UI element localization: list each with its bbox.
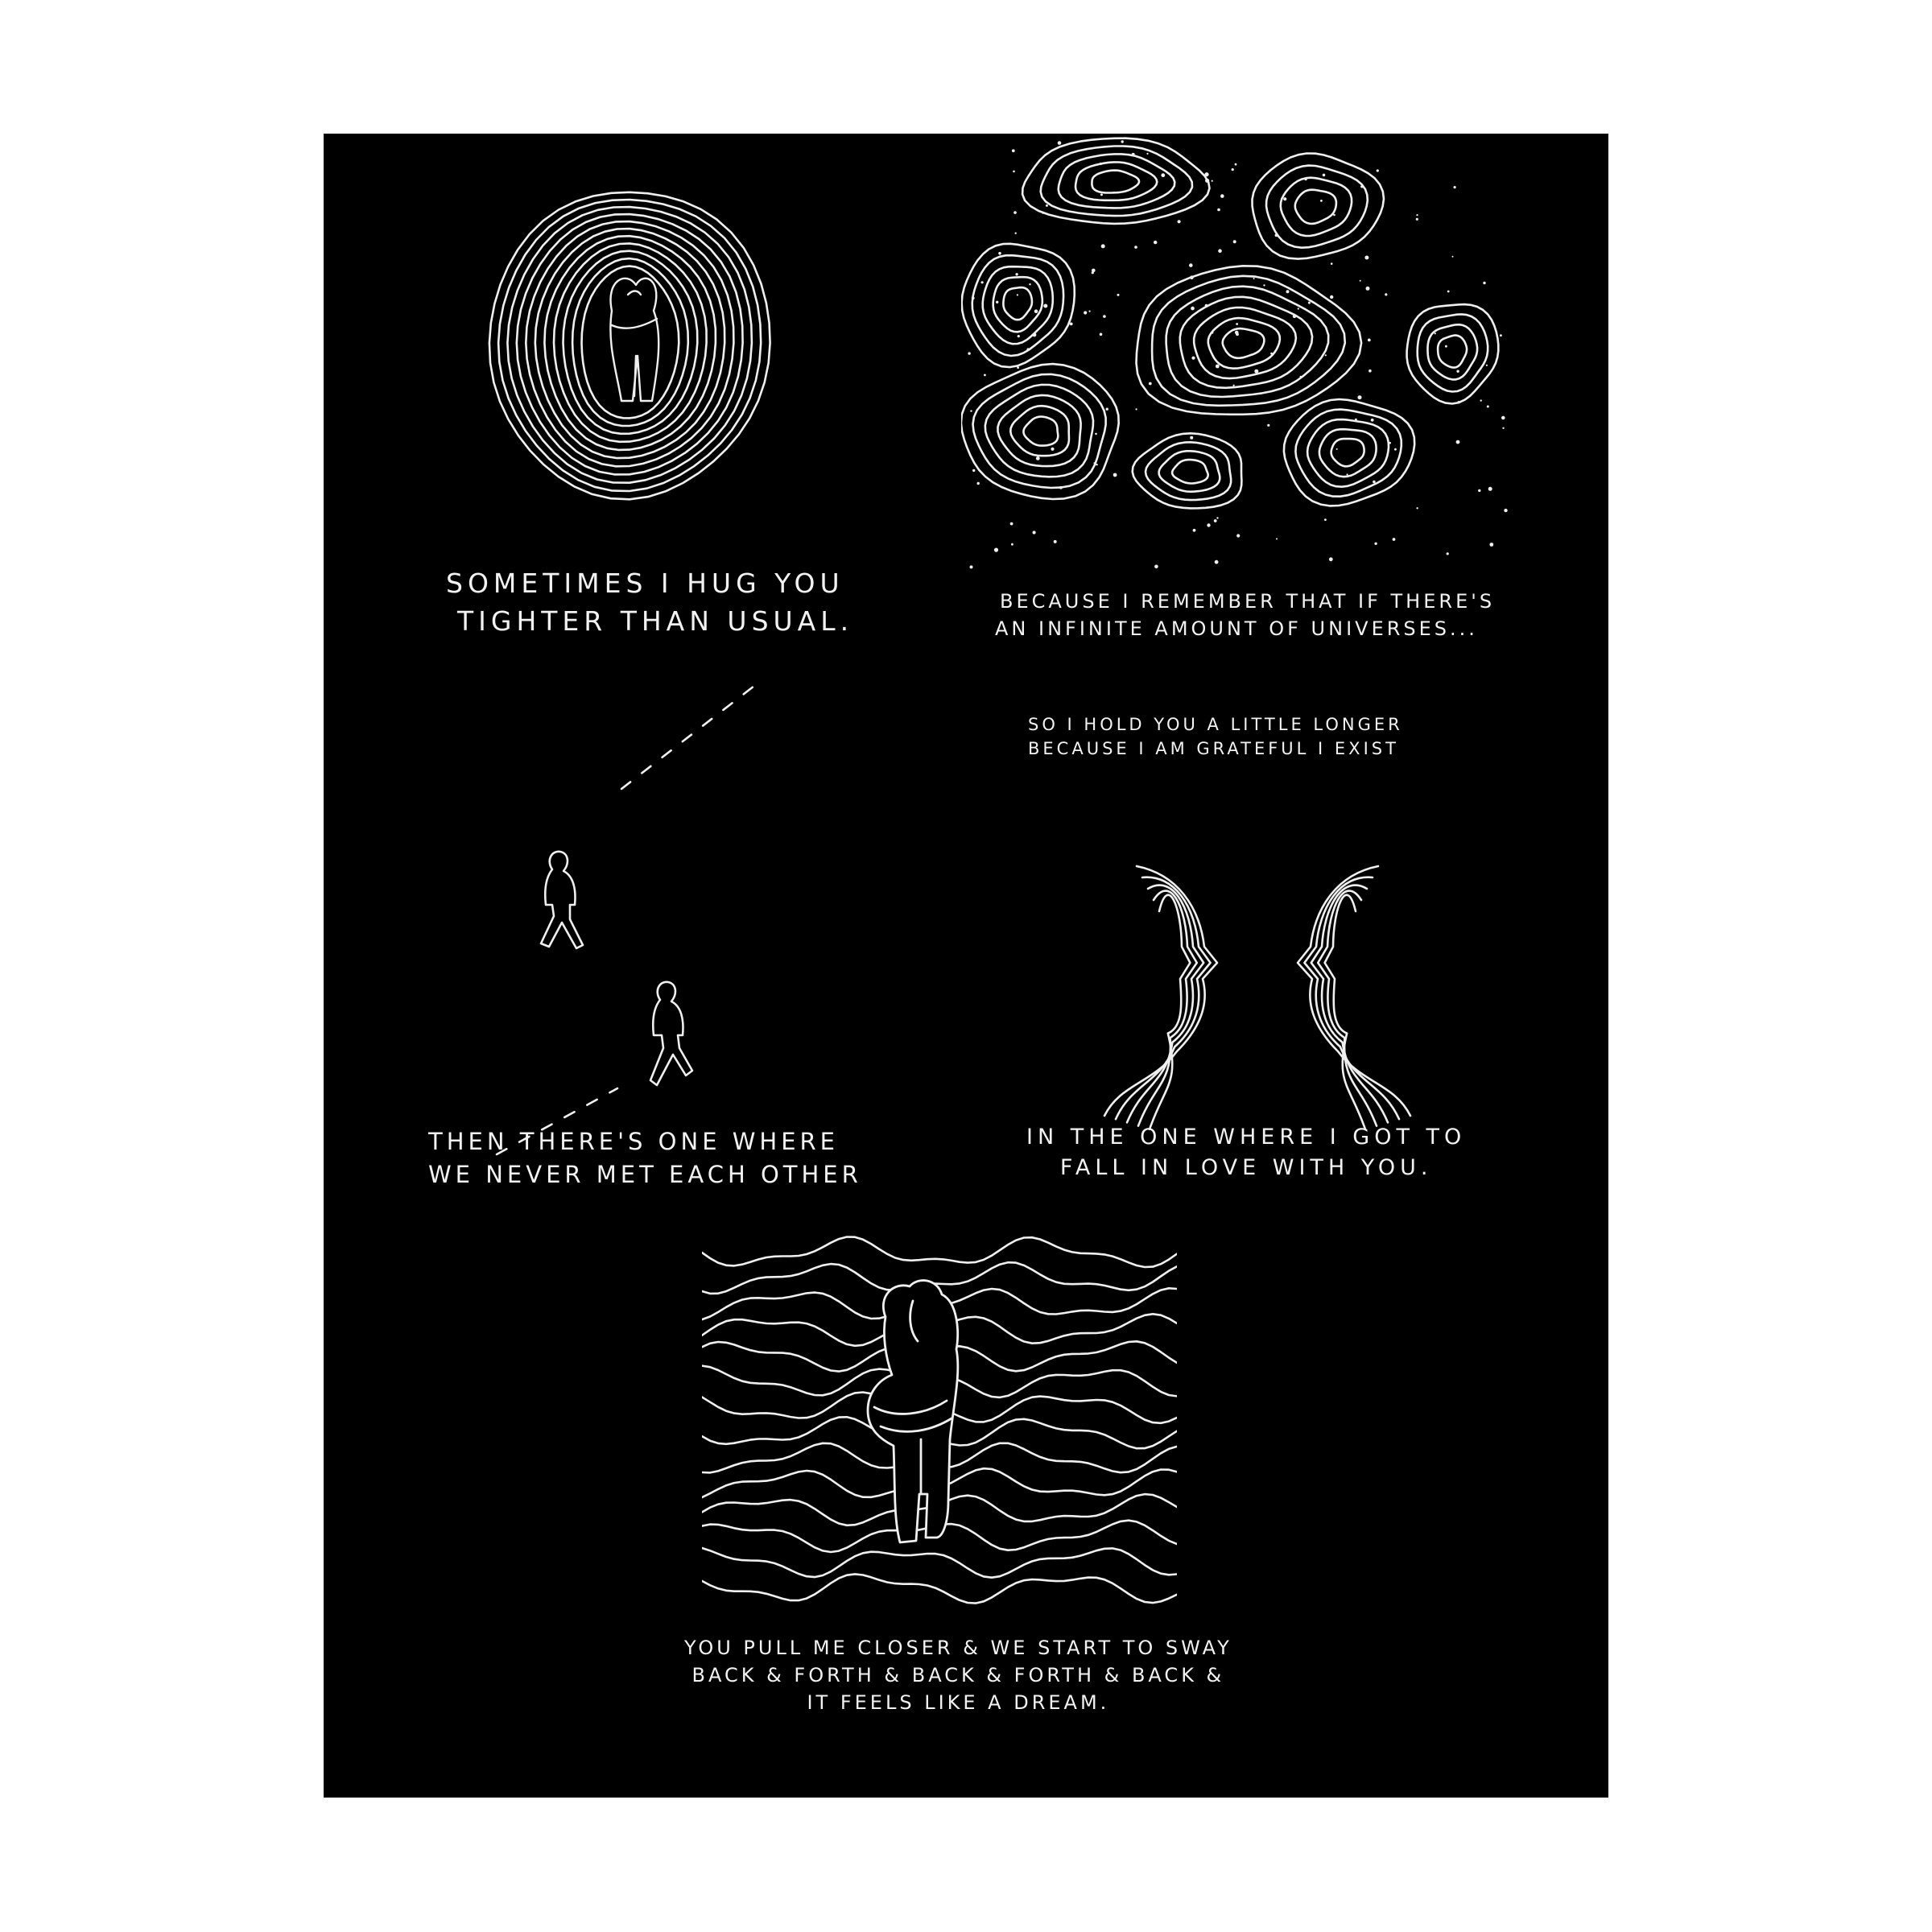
star-dot [1205,304,1208,308]
wave-line [702,1548,1177,1578]
star-dot [1034,309,1038,313]
star-dot [1500,334,1502,336]
star-dot [1113,473,1117,477]
contour-line [1092,171,1139,193]
contour-line [1159,451,1220,492]
caption-hold-line-1: SO I HOLD YOU A LITTLE LONGER [1028,715,1403,734]
comic-panel [324,134,1608,1798]
star-dot [1489,543,1493,547]
star-dot [1084,311,1087,314]
star-dot [1178,220,1181,223]
star-dot [1013,211,1017,214]
star-dot [1236,534,1240,537]
star-dot [1502,427,1504,429]
star-dot [1300,376,1302,378]
wave-line [702,1237,1177,1268]
star-dot [1117,294,1120,296]
star-dot [1253,278,1255,279]
star-dot [1263,284,1265,286]
star-dot [1036,456,1040,460]
contour-line [1133,433,1242,508]
swaying-couple-illustration [702,1228,1177,1623]
star-dot [1018,335,1020,337]
contour-line [962,244,1075,367]
caption-universes-line-2: AN INFINITE AMOUNT OF UNIVERSES... [995,617,1478,641]
star-dot [1275,233,1278,237]
contour-line [1022,138,1209,224]
contour-line [1253,154,1385,259]
star-dot [1121,140,1124,142]
star-dot [1360,280,1361,282]
star-dot [1305,178,1307,180]
star-dot [970,410,972,411]
star-dot [1232,385,1234,386]
star-dot [1012,149,1015,152]
caption-hold-line-2: BECAUSE I AM GRATEFUL I EXIST [1028,738,1399,758]
star-dot [1100,163,1102,165]
contour-line [1023,417,1058,446]
star-dot [1336,448,1338,450]
star-dot [1235,163,1237,166]
star-dot [1191,357,1195,360]
star-dot [972,469,975,472]
contour-line [993,277,1042,332]
ring-line [564,251,698,434]
star-dot [1308,302,1311,304]
star-dot [1070,323,1073,326]
star-dot [1324,518,1327,521]
star-dot [1051,448,1054,451]
wave-line [702,1574,1177,1603]
star-dot [1456,370,1459,373]
star-dot [1389,442,1391,444]
embracing-couple-figure [868,1281,958,1542]
star-dot [1046,204,1048,207]
two-faces-illustration [1088,842,1426,1245]
star-dot [1355,419,1357,421]
walking-figure-right [650,982,692,1085]
star-dot [1323,174,1326,177]
star-dot [1010,522,1013,526]
star-dot [1374,543,1377,545]
star-dot [1486,365,1488,366]
star-dot [1445,345,1447,348]
star-dot [1207,523,1210,526]
walking-figure-left [541,852,583,948]
star-dot [1154,565,1158,569]
star-dot [1215,560,1219,564]
star-dot [1501,416,1505,420]
star-dot [1042,213,1044,214]
star-dot [1136,408,1137,410]
concentric-rings-illustration [485,190,774,512]
star-dot [1013,171,1015,173]
star-dot [1190,275,1194,279]
star-dot [1320,200,1323,202]
star-dot [1236,323,1238,325]
contour-line [1281,178,1352,236]
star-dot [1298,308,1299,309]
star-dot [977,482,980,485]
ring-line [582,266,679,419]
right-face-line [1311,886,1388,1123]
caption-universes [995,588,1495,642]
hugging-couple-figure [610,279,658,401]
caption-universes-line-1: BECAUSE I REMEMBER THAT IF THERE'S [1000,590,1496,613]
star-dot [1487,406,1489,408]
ring-line [489,192,770,500]
star-dot [1100,193,1103,196]
star-dot [1059,486,1063,489]
star-dot [1103,315,1106,318]
star-dot [981,281,984,283]
star-dot [996,301,998,303]
star-dot [1026,348,1029,350]
star-dot [1096,464,1097,465]
caption-hug-line-1: SOMETIMES I HUG YOU [446,568,844,599]
contour-line [1295,410,1401,497]
left-face-line [1127,886,1203,1123]
star-dot [1286,290,1290,293]
contour-line [1331,439,1364,466]
star-dot [1371,419,1374,422]
star-dot [1454,186,1456,188]
star-dot [1134,246,1137,249]
star-dot [1483,282,1485,284]
star-dot [1331,262,1333,265]
star-dot [1488,487,1492,491]
star-dot [1267,424,1269,427]
star-dot [1458,401,1460,403]
caption-love-line-1: IN THE ONE WHERE I GOT TO [1026,1125,1467,1150]
caption-sway-line-3: IT FEELS LIKE A DREAM. [807,1691,1110,1715]
star-dot [1293,315,1296,318]
star-dot [1089,311,1091,312]
star-dot [1456,440,1460,444]
star-dot [1368,339,1371,342]
star-dot [1217,208,1220,212]
star-dot [1373,481,1376,484]
star-dot [1377,169,1379,171]
dashed-path-upper [621,686,754,789]
star-dot [1029,283,1030,285]
contour-line [1284,399,1414,506]
caption-never-met-line-2: WE NEVER MET EACH OTHER [428,1161,862,1189]
contour-line [1075,162,1157,200]
star-dot [1333,214,1335,217]
star-dot [1189,263,1193,267]
caption-sway-line-2: BACK & FORTH & BACK & FORTH & BACK & [691,1664,1225,1687]
caption-sway [684,1634,1232,1716]
star-dot [1015,233,1017,234]
star-dot [1017,366,1019,369]
star-dot [1416,218,1418,221]
star-dot [1447,552,1449,555]
contour-line [972,255,1063,356]
star-dot [1149,382,1152,386]
star-dot [1358,395,1362,399]
star-dot [1232,168,1234,171]
star-dot [1054,540,1057,543]
star-dot [1329,557,1333,561]
caption-love-line-2: FALL IN LOVE WITH YOU. [1059,1155,1433,1181]
star-dot [1480,399,1482,401]
caption-never-met-line-1: THEN THERE'S ONE WHERE [428,1128,840,1155]
star-dot [1190,436,1193,440]
contour-line [1003,287,1032,320]
star-dot [1347,473,1348,475]
star-dot [1218,249,1222,253]
star-dot [1094,462,1096,464]
star-dot [1212,332,1214,334]
star-dot [1435,332,1436,334]
star-dot [1364,256,1368,260]
star-dot [998,252,1001,255]
star-dot [994,548,998,552]
star-dot [1366,287,1370,291]
caption-sway-line-1: YOU PULL ME CLOSER & WE START TO SWAY [684,1637,1232,1659]
star-dot [1092,271,1094,274]
star-dot [1017,294,1018,295]
star-dot [1161,173,1165,177]
contour-line [1010,406,1069,456]
star-dot [1212,180,1213,182]
contour-line [1041,147,1192,217]
star-dot [968,352,970,354]
star-dot [1193,529,1196,532]
caption-hold [1028,713,1403,762]
star-dot [1360,185,1363,188]
star-dot [1216,365,1220,369]
star-dot [1214,519,1217,522]
star-dot [970,565,973,568]
ring-line [554,243,707,441]
star-dot [1058,141,1062,145]
star-dot [1220,194,1224,198]
contour-line [1223,328,1265,358]
contour-line [1438,336,1467,368]
contour-line [1172,460,1208,483]
contour-line [973,374,1106,488]
star-dot [1015,273,1018,275]
star-dot [1205,179,1209,183]
star-dot [1330,295,1333,299]
contour-line [1166,287,1329,397]
contour-line [1208,318,1280,369]
star-dot [1146,153,1148,155]
star-dot [1276,538,1278,539]
caption-never-met [428,1125,862,1191]
caption-hug-line-2: TIGHTER THAN USUAL. [457,605,854,637]
caption-love [1026,1122,1466,1184]
concentric-rings [489,192,770,500]
star-dot [1032,332,1036,336]
star-dot [1270,353,1273,355]
star-dot [1504,509,1507,512]
face-profiles [1104,866,1410,1129]
universe-blobs [961,138,1498,509]
star-dot [1132,153,1135,156]
star-dot [984,374,986,377]
contour-line [1180,297,1312,388]
star-dot [1101,244,1105,248]
star-dot [1368,369,1372,373]
star-dot [1204,172,1208,176]
star-dot [1393,538,1396,541]
star-dot [1416,214,1418,216]
star-dot [1100,333,1103,336]
star-dot [1447,291,1450,293]
star-dot [1283,197,1286,200]
star-dot [1154,241,1157,244]
star-dot [1452,256,1454,258]
star-dot [1043,304,1047,308]
contour-line [1407,304,1499,403]
contour-line [1295,190,1336,224]
star-dot [1191,307,1195,311]
star-dot [972,296,975,299]
star-dot [1325,354,1327,356]
contour-line [1319,429,1377,477]
star-dot [1478,489,1480,492]
caption-hug [446,565,853,641]
star-dot [1254,369,1258,374]
ring-line [517,214,743,474]
star-dot [1106,408,1108,411]
star-dot [1385,293,1387,295]
star-dot [1394,448,1397,451]
star-dot [1033,530,1036,534]
star-dot [1011,543,1013,546]
topographic-universes-illustration [961,134,1517,584]
star-dot [1236,332,1239,336]
star-dot [1095,433,1097,436]
contour-line [985,385,1093,477]
star-dot [1416,507,1418,509]
star-dot [1216,517,1218,518]
star-dot [1233,240,1236,243]
